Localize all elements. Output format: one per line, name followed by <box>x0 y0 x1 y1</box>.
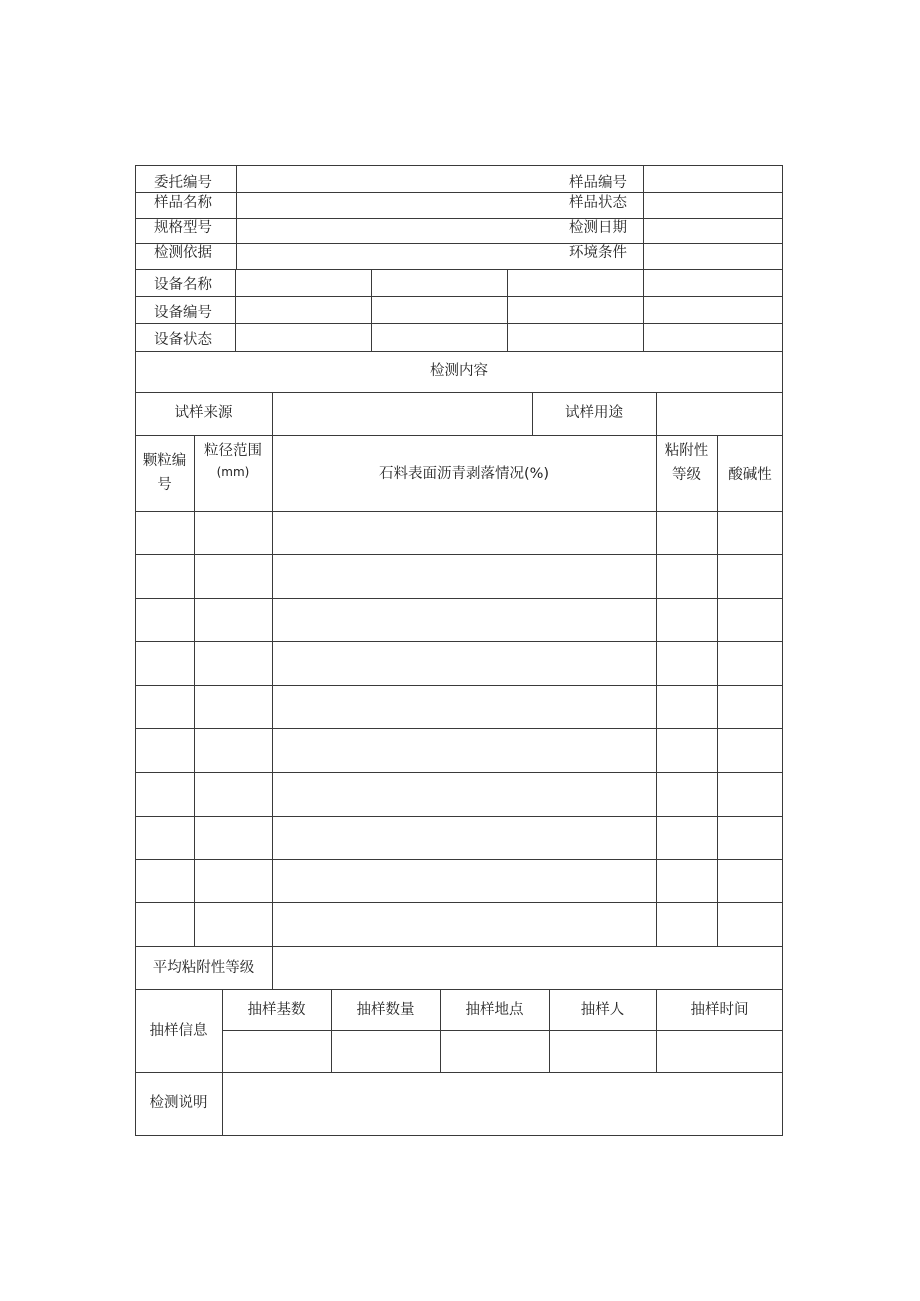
adhesion-cell[interactable] <box>657 686 717 728</box>
col-size-range-line2: (mm) <box>216 465 250 479</box>
test-note-field[interactable] <box>223 1073 782 1135</box>
spec-model-label: 规格型号 <box>154 220 212 236</box>
rule <box>135 989 783 990</box>
particle-no-cell[interactable] <box>136 860 194 902</box>
size-range-cell[interactable] <box>195 512 272 554</box>
particle-no-cell[interactable] <box>136 512 194 554</box>
rule <box>507 269 508 351</box>
sample-no-field[interactable] <box>644 166 782 192</box>
sample-no-label: 样品编号 <box>569 175 627 191</box>
col-adhesion <box>656 439 717 487</box>
acidity-cell[interactable] <box>718 860 782 902</box>
adhesion-cell[interactable] <box>657 642 717 685</box>
size-range-cell[interactable] <box>195 729 272 772</box>
border-right <box>782 165 783 1136</box>
particle-no-cell[interactable] <box>136 903 194 946</box>
specimen-purpose-field[interactable] <box>657 393 782 435</box>
sample-state-label: 样品状态 <box>569 195 627 211</box>
test-basis-field[interactable] <box>237 244 643 269</box>
specimen-source-label: 试样来源 <box>174 405 233 421</box>
sampling-location-header: 抽样地点 <box>465 1002 524 1018</box>
test-basis-label: 检测依据 <box>154 245 212 261</box>
average-adhesion-field[interactable] <box>273 947 782 989</box>
peeling-cell[interactable] <box>273 817 656 859</box>
peeling-cell[interactable] <box>273 729 656 772</box>
acidity-cell[interactable] <box>718 817 782 859</box>
peeling-cell[interactable] <box>273 686 656 728</box>
rule <box>643 269 644 351</box>
sampling-info-label: 抽样信息 <box>149 1023 208 1039</box>
peeling-cell[interactable] <box>273 512 656 554</box>
equipment-number-label: 设备编号 <box>154 305 212 321</box>
adhesion-cell[interactable] <box>657 860 717 902</box>
content-title: 检测内容 <box>430 363 488 379</box>
acidity-cell[interactable] <box>718 555 782 598</box>
rule <box>135 435 783 436</box>
particle-no-cell[interactable] <box>136 642 194 685</box>
sampling-base-field[interactable] <box>223 1031 331 1072</box>
acidity-cell[interactable] <box>718 686 782 728</box>
particle-no-cell[interactable] <box>136 555 194 598</box>
adhesion-cell[interactable] <box>657 903 717 946</box>
acidity-cell[interactable] <box>718 599 782 641</box>
peeling-cell[interactable] <box>273 903 656 946</box>
commission-no-field[interactable] <box>237 166 643 192</box>
acidity-cell[interactable] <box>718 512 782 554</box>
adhesion-cell[interactable] <box>657 555 717 598</box>
col-size-range <box>194 441 272 483</box>
sampling-time-field[interactable] <box>657 1031 782 1072</box>
size-range-cell[interactable] <box>195 817 272 859</box>
size-range-cell[interactable] <box>195 599 272 641</box>
size-range-cell[interactable] <box>195 903 272 946</box>
col-adhesion-line2: 等级 <box>672 467 701 483</box>
particle-no-cell[interactable] <box>136 599 194 641</box>
test-note-label: 检测说明 <box>149 1095 208 1111</box>
sampling-location-field[interactable] <box>441 1031 549 1072</box>
specimen-purpose-label: 试样用途 <box>565 405 623 421</box>
rule <box>135 269 783 270</box>
test-date-field[interactable] <box>644 219 782 243</box>
col-peeling: 石料表面沥青剥落情况(%) <box>378 466 550 482</box>
col-particle-no-line1: 颗粒编 <box>142 453 187 469</box>
particle-no-cell[interactable] <box>136 729 194 772</box>
sampling-base-header: 抽样基数 <box>247 1002 306 1018</box>
equipment-name-label: 设备名称 <box>154 277 212 293</box>
adhesion-cell[interactable] <box>657 512 717 554</box>
sampling-quantity-field[interactable] <box>332 1031 440 1072</box>
acidity-cell[interactable] <box>718 642 782 685</box>
equipment-state-label: 设备状态 <box>154 332 212 348</box>
test-record-form <box>135 165 783 1136</box>
environment-field[interactable] <box>644 244 782 269</box>
peeling-cell[interactable] <box>273 860 656 902</box>
peeling-cell[interactable] <box>273 555 656 598</box>
rule <box>135 296 783 297</box>
adhesion-cell[interactable] <box>657 773 717 816</box>
rule <box>371 269 372 351</box>
sample-name-label: 样品名称 <box>154 195 212 211</box>
sampling-time-header: 抽样时间 <box>690 1002 749 1018</box>
col-adhesion-line1: 粘附性 <box>664 443 709 459</box>
rule <box>135 323 783 324</box>
acidity-cell[interactable] <box>718 903 782 946</box>
col-size-range-line1: 粒径范围 <box>204 443 262 459</box>
size-range-cell[interactable] <box>195 860 272 902</box>
size-range-cell[interactable] <box>195 555 272 598</box>
particle-no-cell[interactable] <box>136 773 194 816</box>
test-date-label: 检测日期 <box>569 220 627 236</box>
average-adhesion-label: 平均粘附性等级 <box>152 960 255 976</box>
adhesion-cell[interactable] <box>657 817 717 859</box>
specimen-source-field[interactable] <box>273 393 532 435</box>
acidity-cell[interactable] <box>718 729 782 772</box>
particle-no-cell[interactable] <box>136 686 194 728</box>
col-acidity: 酸碱性 <box>728 467 772 483</box>
spec-model-field[interactable] <box>237 219 643 243</box>
peeling-cell[interactable] <box>273 773 656 816</box>
size-range-cell[interactable] <box>195 773 272 816</box>
border-bottom <box>135 1135 783 1136</box>
sample-name-field[interactable] <box>237 193 643 218</box>
environment-label: 环境条件 <box>569 245 627 261</box>
sample-state-field[interactable] <box>644 193 782 218</box>
peeling-cell[interactable] <box>273 599 656 641</box>
sampling-person-field[interactable] <box>550 1031 656 1072</box>
commission-no-label: 委托编号 <box>154 175 212 191</box>
sampling-quantity-header: 抽样数量 <box>356 1002 415 1018</box>
col-particle-no <box>135 449 194 497</box>
col-particle-no-line2: 号 <box>157 477 172 493</box>
adhesion-cell[interactable] <box>657 599 717 641</box>
particle-no-cell[interactable] <box>136 817 194 859</box>
sampling-person-header: 抽样人 <box>580 1002 625 1018</box>
size-range-cell[interactable] <box>195 642 272 685</box>
rule <box>135 351 783 352</box>
acidity-cell[interactable] <box>718 773 782 816</box>
rule <box>235 269 236 351</box>
peeling-cell[interactable] <box>273 642 656 685</box>
adhesion-cell[interactable] <box>657 729 717 772</box>
size-range-cell[interactable] <box>195 686 272 728</box>
